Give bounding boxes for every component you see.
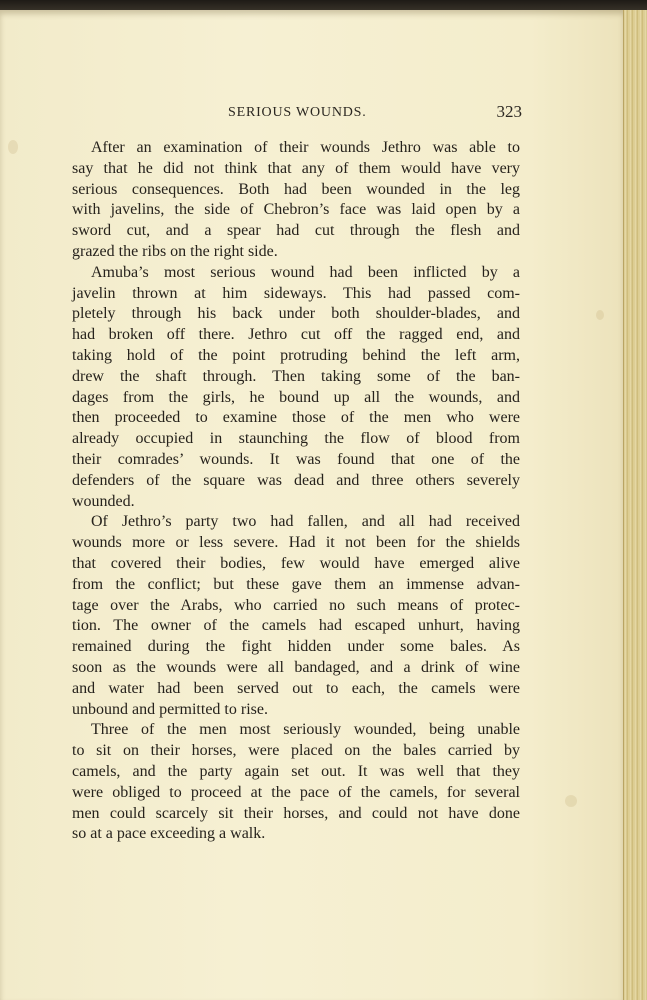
text-line: camels, and the party again set out. It was well that they bbox=[72, 762, 520, 780]
text-line: from the conflict; but these gave them an immense advan- bbox=[72, 575, 520, 593]
text-line: defenders of the square was dead and three others severely bbox=[72, 471, 520, 489]
paper-stain bbox=[596, 310, 604, 320]
text-line: then proceeded to examine those of the men who were bbox=[72, 409, 520, 427]
text-line: Amuba’s most serious wound had been inflicted by a bbox=[91, 263, 520, 281]
text-line: and water had been served out to each, the camels were bbox=[72, 679, 520, 697]
text-line: that covered their bodies, few would have emerged alive bbox=[72, 554, 520, 572]
text-line: Three of the men most seriously wounded, being unable bbox=[91, 721, 520, 739]
text-line: wounded. bbox=[72, 492, 135, 510]
paper-stain bbox=[8, 140, 18, 154]
text-line: men could scarcely sit their horses, and could not have done bbox=[72, 804, 520, 822]
text-line: Of Jethro’s party two had fallen, and all had received bbox=[91, 513, 520, 531]
text-line: with javelins, the side of Chebron’s face was laid open by a bbox=[72, 201, 520, 219]
text-line: soon as the wounds were all bandaged, and a drink of wine bbox=[72, 658, 520, 676]
text-line: their comrades’ wounds. It was found that one of the bbox=[72, 450, 520, 468]
page-header bbox=[72, 104, 522, 126]
page-number: 323 bbox=[496, 102, 522, 121]
text-line: grazed the ribs on the right side. bbox=[72, 242, 278, 260]
text-line: remained during the fight hidden under some bales. As bbox=[72, 638, 520, 656]
text-line: tion. The owner of the camels had escaped unhurt, having bbox=[72, 617, 520, 635]
body-text bbox=[72, 138, 520, 845]
text-line: sword cut, and a spear had cut through the flesh and bbox=[72, 222, 520, 240]
running-title: SERIOUS WOUNDS. bbox=[228, 105, 367, 120]
text-line: unbound and permitted to rise. bbox=[72, 700, 268, 718]
text-line: wounds more or less severe. Had it not been for the shields bbox=[72, 534, 520, 552]
paper-stain bbox=[565, 795, 577, 807]
text-line: serious consequences. Both had been wounded in the leg bbox=[72, 180, 520, 198]
text-line: taking hold of the point protruding behind the left arm, bbox=[72, 346, 520, 364]
text-line: were obliged to proceed at the pace of the camels, for several bbox=[72, 783, 520, 801]
text-line: After an examination of their wounds Jethro was able to bbox=[91, 139, 520, 156]
text-line: so at a pace exceeding a walk. bbox=[72, 825, 266, 843]
text-line: drew the shaft through. Then taking some of the ban- bbox=[72, 367, 520, 385]
text-line: dages from the girls, he bound up all the wounds, and bbox=[72, 388, 520, 406]
text-line: say that he did not think that any of them would have very bbox=[72, 159, 520, 177]
text-line: tage over the Arabs, who carried no such means of protec- bbox=[72, 596, 520, 614]
text-line: pletely through his back under both shoulder-blades, and bbox=[72, 305, 520, 323]
page-edges bbox=[623, 10, 647, 1000]
text-line: to sit on their horses, were placed on the bales carried by bbox=[72, 742, 520, 760]
text-line: had broken off there. Jethro cut off the ragged end, and bbox=[72, 326, 520, 344]
text-line: javelin thrown at him sideways. This had passed com- bbox=[72, 284, 520, 302]
text-line: already occupied in staunching the flow of blood from bbox=[72, 430, 520, 448]
